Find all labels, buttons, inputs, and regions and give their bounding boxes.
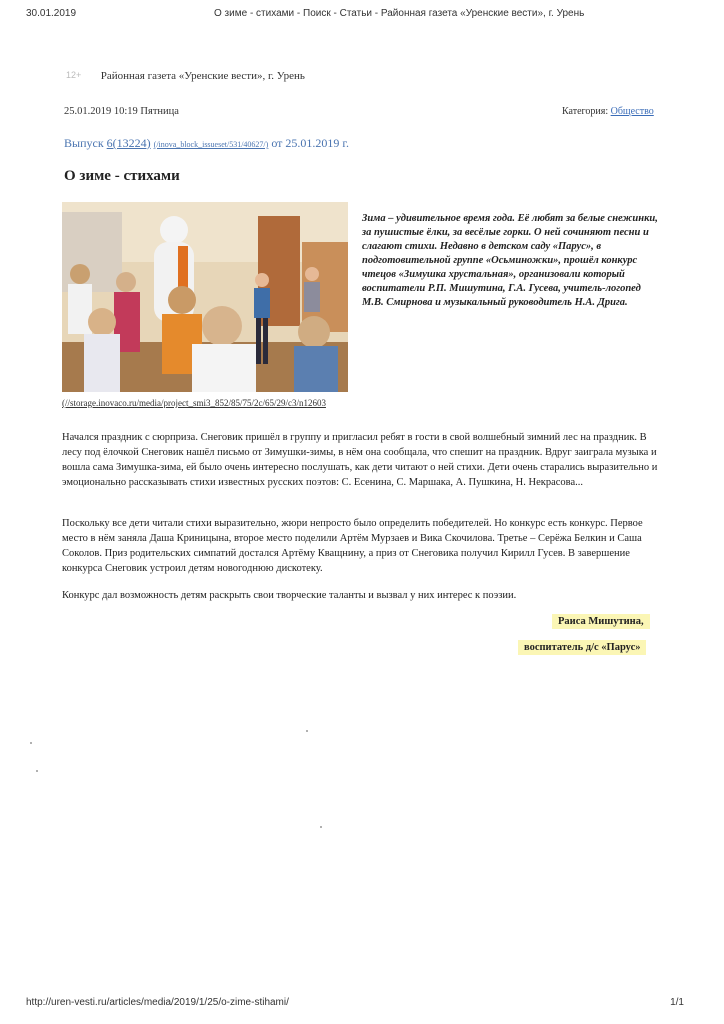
site-header — [66, 70, 305, 82]
issue-prefix: Выпуск — [64, 136, 104, 150]
article-title: О зиме - стихами — [64, 168, 180, 184]
site-name[interactable]: Районная газета «Уренские вести», г. Урень — [100, 70, 305, 82]
age-rating-icon: 12+ — [66, 70, 82, 81]
scan-speck — [320, 826, 322, 828]
article-category — [562, 106, 654, 117]
author-role: воспитатель д/с «Парус» — [518, 640, 646, 655]
issue-number-link[interactable]: 6(13224) — [106, 136, 151, 150]
scan-speck — [36, 770, 38, 772]
print-page-title: О зиме - стихами - Поиск - Статьи - Районная газета «Уренские вести», г. Урень — [214, 8, 585, 19]
issue-date: от 25.01.2019 г. — [271, 136, 349, 150]
print-url: http://uren-vesti.ru/articles/media/2019/1/25/o-zime-stihami/ — [26, 997, 289, 1008]
issue-path-link[interactable]: (/inova_block_issueset/531/40627/) — [153, 140, 269, 149]
article-intro: Зима – удивительное время года. Её любят за белые снежинки, за пушистые ёлки, за весёлые горки. О ней сочиняют песни и слагают стихи. Недавно в детском саду «Парус», в подготовительной группе «Осьминожки», прошёл конкурс чтецов «Зимушка хрустальная», организовали который воспитатели Р.П. Мишутина, Г.А. Гусева, учитель-логопед М.В. Смирнова и музыкальный руководитель Н.А. Дрига. — [362, 213, 658, 308]
scan-speck — [306, 730, 308, 732]
scan-speck — [30, 742, 32, 744]
print-date: 30.01.2019 — [26, 8, 77, 19]
article-datetime: 25.01.2019 10:19 Пятница — [64, 106, 179, 117]
article-paragraph: Начался праздник с сюрприза. Снеговик пришёл в группу и пригласил ребят в гости в свой волшебный зимний лес на праздник. В лесу под ёлочкой Снеговик нашёл письмо от Зимушки-зимы, в нём она сообщала, что спешит на праздник. Вдруг заиграла музыка и вошла сама Зимушка-зима, ей было очень интересно послушать, как дети читают о ней стихи. Дети очень старались выразительно и эмоционально рассказывать стихи известных русских поэтов: С. Есенина, С. Маршака, А. Пушкина, Н. Некрасова... — [62, 432, 658, 489]
article-paragraph: Поскольку все дети читали стихи выразительно, жюри непросто было определить победителей. Но конкурс есть конкурс. Первое место в нём заняла Даша Криницына, второе место поделили Артём Мурзаев и Вика Скочилова. Третье – Серёжа Белкин и Саша Соколов. Приз родительских симпатий достался Артёму Кващнину, а приз от Снеговика получил Кирилл Гусев. В завершение конкурса Снеговик устроил детям новогоднюю дискотеку. — [62, 518, 643, 575]
photo-illustration — [62, 202, 348, 392]
category-link[interactable]: Общество — [610, 106, 654, 117]
article-paragraph: Конкурс дал возможность детям раскрыть свои творческие таланты и вызвал у них интерес к поэзии. — [62, 590, 517, 601]
print-page-count: 1/1 — [670, 997, 684, 1008]
article-photo[interactable] — [62, 202, 348, 392]
image-source-link[interactable]: (//storage.inovaco.ru/media/project_smi3_852/85/75/2c/65/29/c3/n12603 — [62, 398, 326, 408]
category-label: Категория: — [562, 106, 609, 117]
issue-info — [64, 136, 349, 151]
author-name: Раиса Мишутина, — [552, 614, 650, 629]
